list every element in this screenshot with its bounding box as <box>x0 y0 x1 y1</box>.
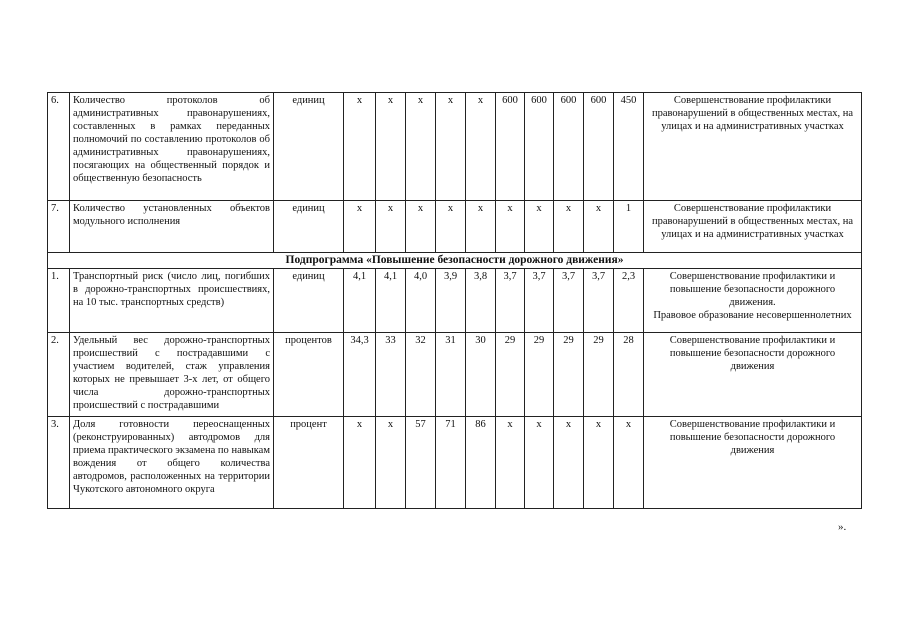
indicator-value: 3,7 <box>496 269 525 333</box>
indicator-value: 71 <box>436 417 466 509</box>
row-number: 6. <box>48 93 70 201</box>
closing-quote-mark: ». <box>838 521 847 533</box>
goal-line: Правовое образование несовершеннолетних <box>653 310 852 321</box>
indicator-value: 4,0 <box>406 269 436 333</box>
indicator-value: х <box>376 417 406 509</box>
unit-of-measure: единиц <box>274 201 344 253</box>
table-row <box>48 417 862 509</box>
indicator-value: 600 <box>525 93 554 201</box>
indicator-value: 4,1 <box>376 269 406 333</box>
table-section-a <box>48 93 862 253</box>
unit-of-measure: единиц <box>274 93 344 201</box>
indicator-value: х <box>344 417 376 509</box>
indicator-value: 29 <box>525 333 554 417</box>
indicator-value: х <box>436 93 466 201</box>
indicator-value: 600 <box>584 93 614 201</box>
indicator-value: 3,9 <box>436 269 466 333</box>
indicator-value: 3,8 <box>466 269 496 333</box>
table-row <box>48 93 862 201</box>
indicator-value: х <box>554 201 584 253</box>
row-number: 7. <box>48 201 70 253</box>
indicator-value: х <box>376 201 406 253</box>
goal-description <box>644 333 862 417</box>
indicator-value: 86 <box>466 417 496 509</box>
indicator-name: Доля готовности переоснащенных (реконструированных) автодромов для приема практического экзамена по навыкам вождения от общего количества автодромов, расположенных на территории Чукотского автономного округа <box>70 417 274 509</box>
indicator-name: Удельный вес дорожно-транспортных происшествий с пострадавшими с участием водителей, стаж управления которых не превышает 3-х лет, от общего числа дорожно-транспортных происшествий с пострадавшими <box>70 333 274 417</box>
indicator-value: х <box>406 93 436 201</box>
indicator-value: х <box>406 201 436 253</box>
indicator-value: 1 <box>614 201 644 253</box>
indicator-value: 4,1 <box>344 269 376 333</box>
unit-of-measure: процент <box>274 417 344 509</box>
indicator-value: х <box>376 93 406 201</box>
goal-line: Совершенствование профилактики и повышение безопасности дорожного движения <box>669 419 836 456</box>
table-row <box>48 333 862 417</box>
indicators-table <box>47 92 862 509</box>
indicator-value: х <box>584 417 614 509</box>
row-number: 2. <box>48 333 70 417</box>
indicator-value: 34,3 <box>344 333 376 417</box>
indicator-value: 600 <box>554 93 584 201</box>
indicator-value: 30 <box>466 333 496 417</box>
goal-line: Совершенствование профилактики правонарушений в общественных местах, на улицах и на административных участках <box>651 203 854 240</box>
indicator-value: 600 <box>496 93 525 201</box>
goal-description <box>644 201 862 253</box>
table-section-b <box>48 269 862 509</box>
indicator-name: Транспортный риск (число лиц, погибших в дорожно-транспортных происшествиях, на 10 тыс. транспортных средств) <box>70 269 274 333</box>
indicator-value: 3,7 <box>525 269 554 333</box>
goal-description <box>644 269 862 333</box>
indicator-value: х <box>554 417 584 509</box>
goal-line: Совершенствование профилактики правонарушений в общественных местах, на улицах и на административных участках <box>651 95 854 132</box>
unit-of-measure: единиц <box>274 269 344 333</box>
indicator-value: 29 <box>496 333 525 417</box>
indicator-value: 2,3 <box>614 269 644 333</box>
goal-description <box>644 93 862 201</box>
indicator-value: 29 <box>584 333 614 417</box>
indicator-value: х <box>496 201 525 253</box>
indicator-value: 3,7 <box>554 269 584 333</box>
indicator-value: 450 <box>614 93 644 201</box>
table-row <box>48 201 862 253</box>
indicator-name: Количество протоколов об административных правонарушениях, составленных в рамках переданных полномочий по составлению протоколов об административных правонарушениях, посягающих на общественный порядок и общественную безопасность <box>70 93 274 201</box>
indicator-value: х <box>466 93 496 201</box>
indicator-value: х <box>584 201 614 253</box>
unit-of-measure: процентов <box>274 333 344 417</box>
goal-line: Совершенствование профилактики и повышение безопасности дорожного движения. <box>669 271 836 308</box>
indicator-value: х <box>614 417 644 509</box>
subprogram-header-row <box>48 253 862 269</box>
indicator-name: Количество установленных объектов модульного исполнения <box>70 201 274 253</box>
indicator-value: 28 <box>614 333 644 417</box>
goal-line: Совершенствование профилактики и повышение безопасности дорожного движения <box>669 335 836 372</box>
indicator-value: х <box>344 93 376 201</box>
subprogram-title: Подпрограмма «Повышение безопасности дорожного движения» <box>48 253 862 269</box>
indicator-value: х <box>525 417 554 509</box>
indicator-value: х <box>436 201 466 253</box>
row-number: 1. <box>48 269 70 333</box>
indicator-value: х <box>525 201 554 253</box>
indicator-value: 57 <box>406 417 436 509</box>
indicator-value: 3,7 <box>584 269 614 333</box>
indicator-value: 31 <box>436 333 466 417</box>
row-number: 3. <box>48 417 70 509</box>
table-row <box>48 269 862 333</box>
indicator-value: 33 <box>376 333 406 417</box>
indicator-value: х <box>466 201 496 253</box>
indicator-value: 32 <box>406 333 436 417</box>
indicator-value: х <box>496 417 525 509</box>
indicator-value: 29 <box>554 333 584 417</box>
subprogram-section <box>48 253 862 269</box>
indicator-value: х <box>344 201 376 253</box>
goal-description <box>644 417 862 509</box>
